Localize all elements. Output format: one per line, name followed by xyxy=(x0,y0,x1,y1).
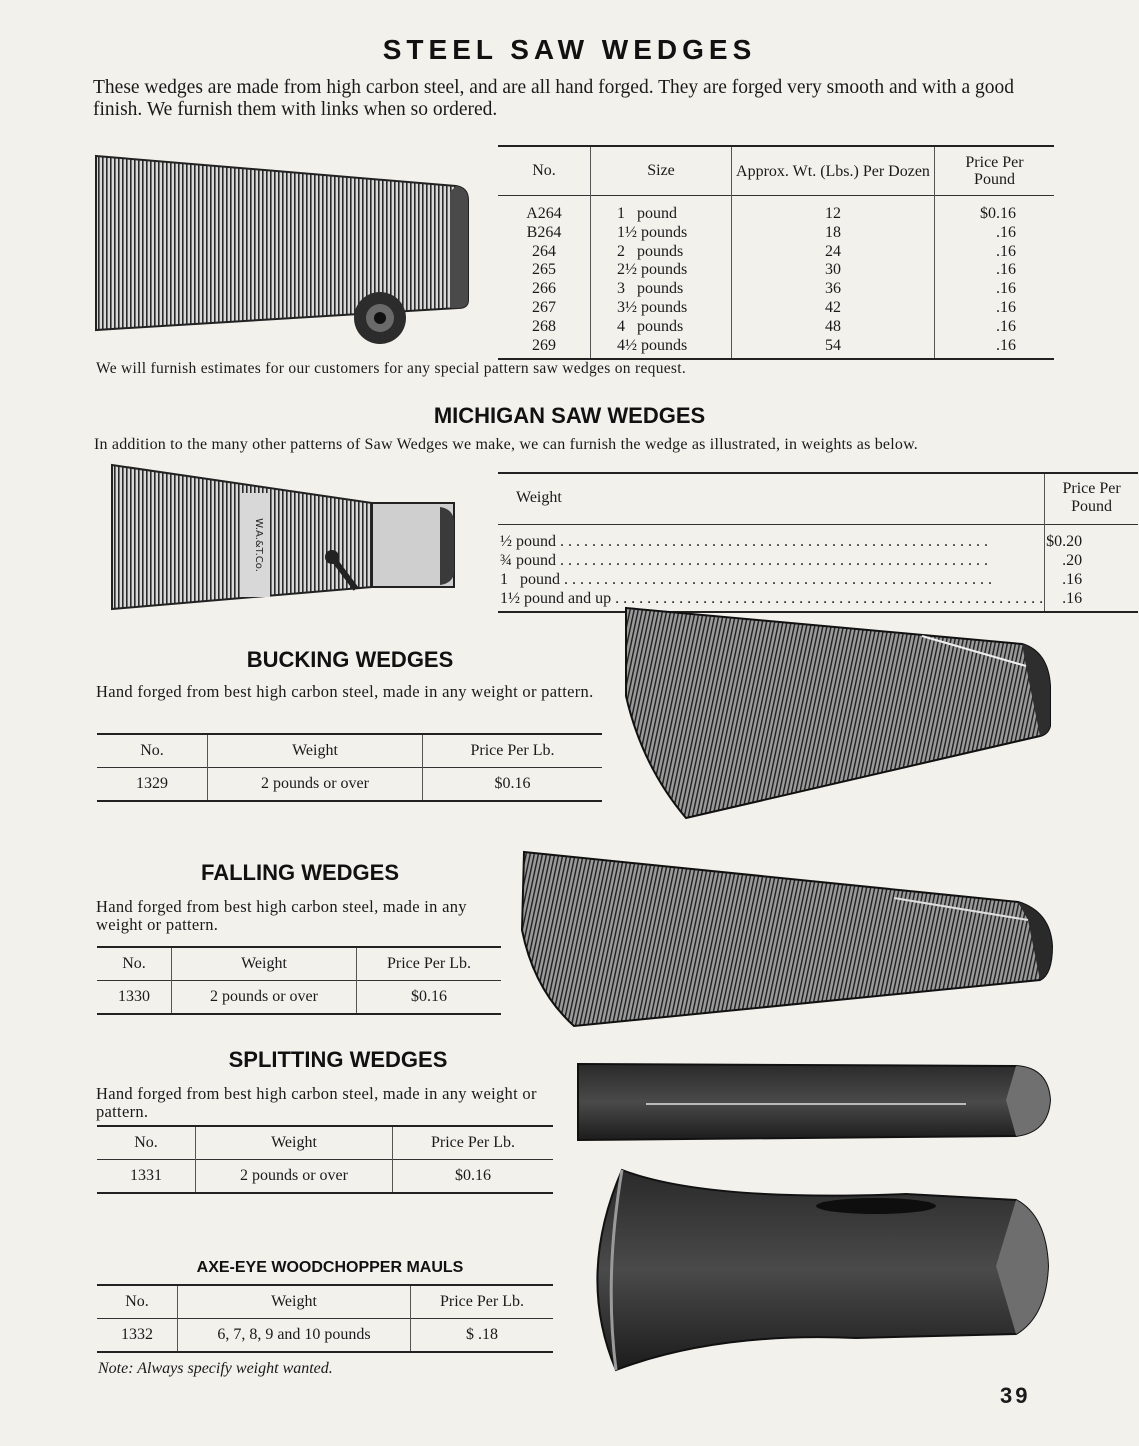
falling-weight: 2 pounds or over xyxy=(172,981,357,1015)
michigan-stamp: W.A.&T.Co. xyxy=(253,518,264,572)
steel-price-table xyxy=(498,145,1054,360)
steel-row-price: .16 xyxy=(996,242,1016,260)
steel-row-weight: 18 xyxy=(732,224,935,243)
falling-table xyxy=(97,946,501,1015)
splitting-weight: 2 pounds or over xyxy=(196,1160,393,1194)
splitting-header-no: No. xyxy=(97,1126,196,1160)
michigan-saw-wedge-image xyxy=(110,463,460,615)
steel-row-size: 4 pounds xyxy=(591,318,732,337)
steel-row-no: 265 xyxy=(498,261,591,280)
michigan-row xyxy=(498,525,1138,552)
falling-wedge-image xyxy=(514,850,1056,1030)
michigan-intro: In addition to the many other patterns of Saw Wedges we make, we can furnish the wedge as illustrated, in weights as below. xyxy=(94,436,918,453)
bucking-wedge-image xyxy=(622,606,1054,822)
michigan-row xyxy=(498,570,1138,589)
bucking-price: $0.16 xyxy=(494,775,531,792)
bucking-title: BUCKING WEDGES xyxy=(246,647,454,672)
falling-header-price: Price Per Lb. xyxy=(387,955,471,972)
michigan-row-price: .16 xyxy=(1062,571,1083,588)
steel-row-size: 3½ pounds xyxy=(591,299,732,318)
bucking-desc: Hand forged from best high carbon steel, made in any weight or pattern. xyxy=(96,682,594,701)
steel-row-size: 2 pounds xyxy=(591,243,732,262)
bucking-header-weight: Weight xyxy=(208,734,423,768)
splitting-wedge-image xyxy=(576,1060,1054,1144)
steel-row-no: 264 xyxy=(498,243,591,262)
michigan-price-table xyxy=(498,472,1138,613)
steel-row-price: $0.16 xyxy=(980,205,1016,222)
page-number: 39 xyxy=(1000,1383,1031,1408)
steel-row-weight: 12 xyxy=(732,196,935,224)
mauls-table xyxy=(97,1284,553,1353)
steel-row-price: .16 xyxy=(996,298,1016,316)
michigan-row-price: $0.20 xyxy=(1046,533,1083,550)
falling-desc: Hand forged from best high carbon steel, made in any weight or pattern. xyxy=(96,897,467,934)
steel-header-price: Price Per Pound xyxy=(965,154,1024,188)
michigan-row-weight: 1½ pound and up . . . . . . . . . . . . . . . . . . . . . . . . . . . . . . . . . . . . . . . . . . . . . . . . . . . . . . xyxy=(498,589,1045,612)
steel-row-weight: 30 xyxy=(732,261,935,280)
michigan-title: MICHIGAN SAW WEDGES xyxy=(433,403,706,428)
bucking-no: 1329 xyxy=(97,768,208,802)
mauls-header-weight: Weight xyxy=(178,1285,411,1319)
steel-row-size: 3 pounds xyxy=(591,280,732,299)
steel-row-size: 4½ pounds xyxy=(591,337,732,360)
steel-header-weight: Approx. Wt. (Lbs.) Per Dozen xyxy=(732,146,935,196)
steel-row-weight: 24 xyxy=(732,243,935,262)
splitting-desc: Hand forged from best high carbon steel, made in any weight or pattern. xyxy=(96,1084,537,1121)
steel-row-no: B264 xyxy=(498,224,591,243)
steel-row xyxy=(498,337,1054,360)
falling-title: FALLING WEDGES xyxy=(201,860,399,885)
steel-row xyxy=(498,196,1054,224)
mauls-header-no: No. xyxy=(97,1285,178,1319)
bucking-weight: 2 pounds or over xyxy=(208,768,423,802)
michigan-header-price: Price Per Pound xyxy=(1062,480,1121,515)
michigan-header-weight: Weight xyxy=(498,473,1045,525)
splitting-title: SPLITTING WEDGES xyxy=(228,1047,448,1072)
splitting-table xyxy=(97,1125,553,1194)
falling-header-weight: Weight xyxy=(172,947,357,981)
falling-header-no: No. xyxy=(97,947,172,981)
steel-row-price: .16 xyxy=(996,280,1016,298)
michigan-row-weight: ½ pound . . . . . . . . . . . . . . . . . . . . . . . . . . . . . . . . . . . . . . . . . . . . . . . . . . . . . . xyxy=(498,525,1045,552)
steel-row-weight: 36 xyxy=(732,280,935,299)
steel-row-size: 1½ pounds xyxy=(591,224,732,243)
steel-row-price: .16 xyxy=(996,317,1016,335)
mauls-no: 1332 xyxy=(97,1319,178,1353)
mauls-price: $ .18 xyxy=(466,1326,498,1343)
mauls-header-price: Price Per Lb. xyxy=(440,1293,524,1310)
steel-row-size: 2½ pounds xyxy=(591,261,732,280)
steel-row xyxy=(498,299,1054,318)
steel-row-weight: 54 xyxy=(732,337,935,360)
steel-row-no: 266 xyxy=(498,280,591,299)
steel-row-price: .16 xyxy=(996,261,1016,279)
steel-row-no: 269 xyxy=(498,337,591,360)
bucking-table xyxy=(97,733,602,802)
steel-row-weight: 48 xyxy=(732,318,935,337)
falling-price: $0.16 xyxy=(411,988,447,1005)
falling-no: 1330 xyxy=(97,981,172,1015)
steel-title: STEEL SAW WEDGES xyxy=(382,34,757,65)
splitting-no: 1331 xyxy=(97,1160,196,1194)
bucking-header-price: Price Per Lb. xyxy=(470,742,555,759)
michigan-row-price: .20 xyxy=(1062,552,1083,569)
mauls-title: AXE-EYE WOODCHOPPER MAULS xyxy=(196,1259,464,1276)
michigan-row-weight: 1 pound . . . . . . . . . . . . . . . . . . . . . . . . . . . . . . . . . . . . . . . . . . . . . . . . . . . . . . xyxy=(498,570,1045,589)
steel-row xyxy=(498,261,1054,280)
michigan-row xyxy=(498,551,1138,570)
steel-saw-wedge-image xyxy=(94,152,474,352)
steel-row-no: 267 xyxy=(498,299,591,318)
steel-row xyxy=(498,224,1054,243)
steel-row xyxy=(498,318,1054,337)
bucking-header-no: No. xyxy=(97,734,208,768)
steel-footnote: We will furnish estimates for our customers for any special pattern saw wedges on request. xyxy=(96,360,687,377)
maul-image xyxy=(576,1166,1054,1376)
splitting-header-weight: Weight xyxy=(196,1126,393,1160)
steel-row-no: 268 xyxy=(498,318,591,337)
steel-row-price: .16 xyxy=(996,336,1016,354)
splitting-header-price: Price Per Lb. xyxy=(431,1134,515,1151)
steel-row xyxy=(498,243,1054,262)
steel-intro: These wedges are made from high carbon steel, and are all hand forged. They are forged very smooth and with a good finish. We furnish them with links when so ordered. xyxy=(93,77,1015,120)
mauls-note: Note: Always specify weight wanted. xyxy=(98,1360,333,1377)
steel-header-size: Size xyxy=(591,146,732,196)
steel-row-no: A264 xyxy=(498,196,591,224)
michigan-row-weight: ¾ pound . . . . . . . . . . . . . . . . . . . . . . . . . . . . . . . . . . . . . . . . . . . . . . . . . . . . . . xyxy=(498,551,1045,570)
splitting-price: $0.16 xyxy=(455,1167,491,1184)
steel-row xyxy=(498,280,1054,299)
steel-row-weight: 42 xyxy=(732,299,935,318)
steel-row-price: .16 xyxy=(996,223,1016,241)
steel-header-no: No. xyxy=(498,146,591,196)
steel-row-size: 1 pound xyxy=(591,196,732,224)
michigan-row-price: .16 xyxy=(1062,590,1083,607)
mauls-weight: 6, 7, 8, 9 and 10 pounds xyxy=(178,1319,411,1353)
